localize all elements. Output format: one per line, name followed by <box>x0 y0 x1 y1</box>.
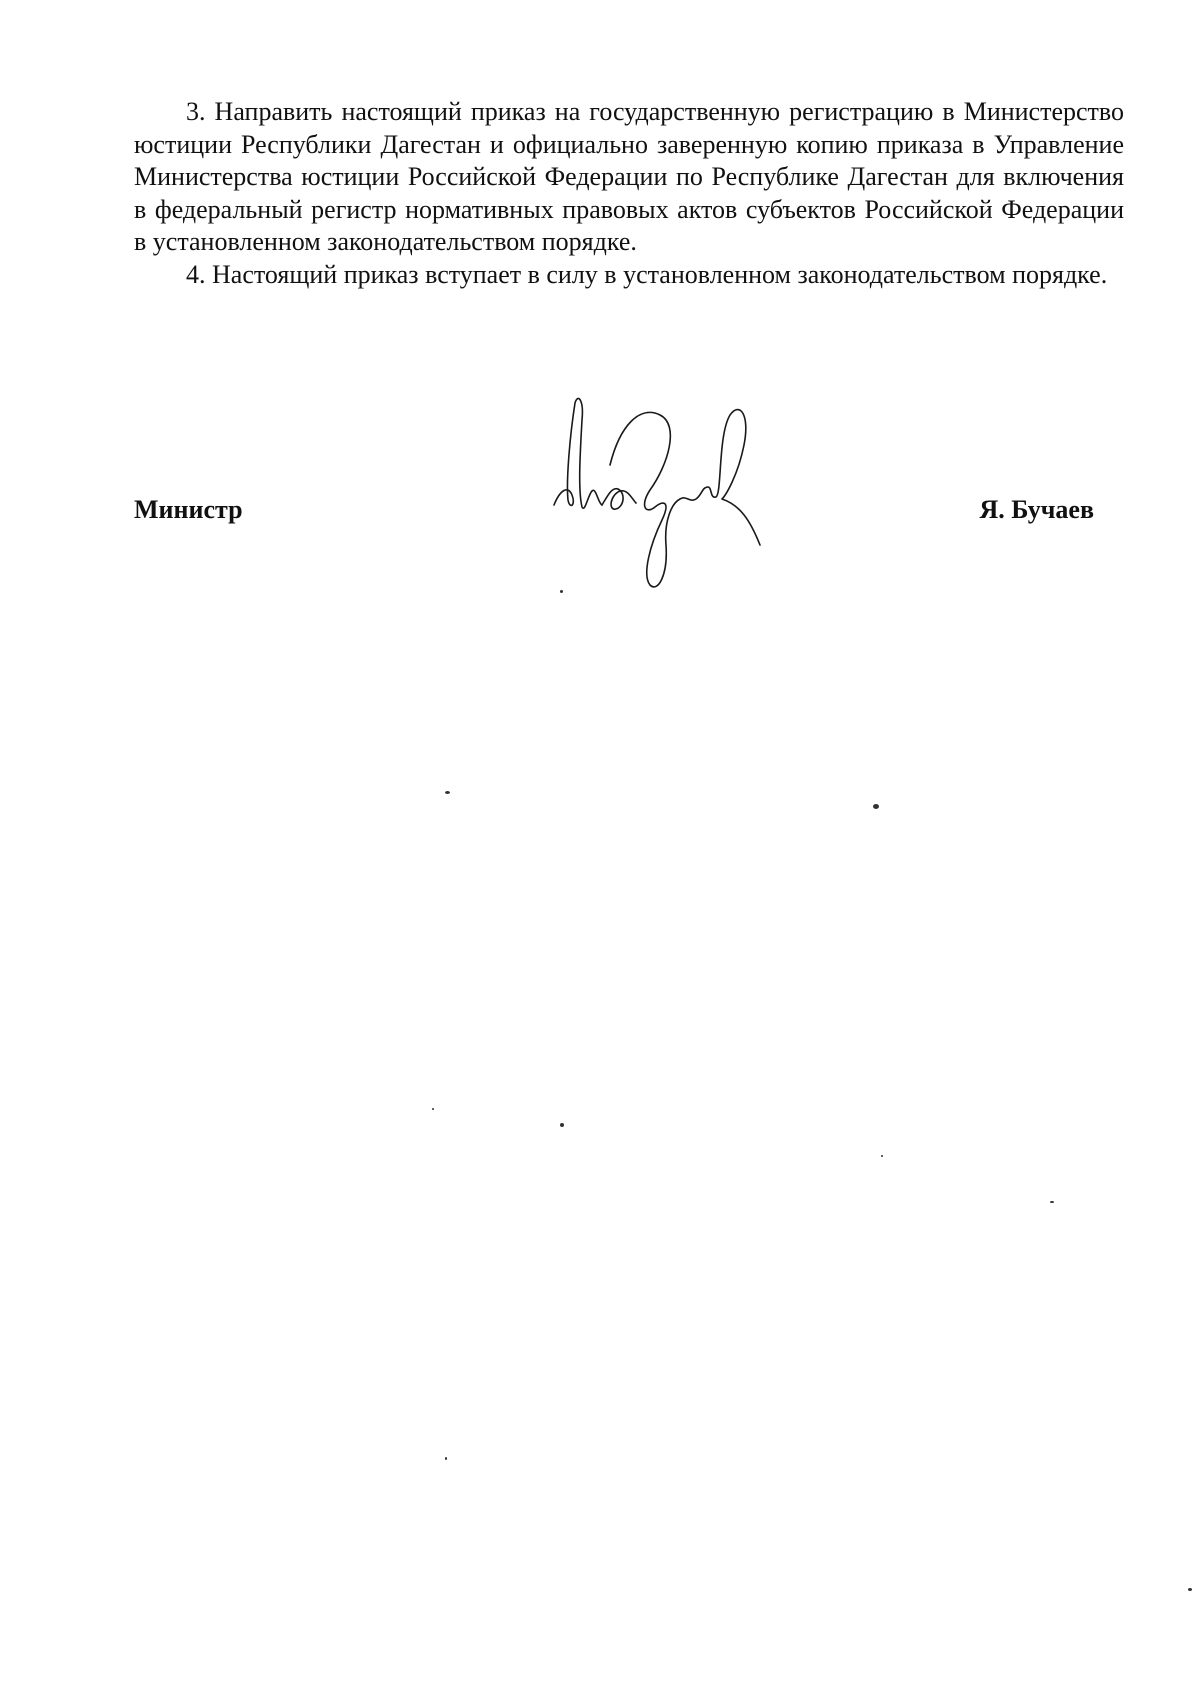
scan-speck <box>445 791 450 794</box>
signer-title: Министр <box>134 495 243 524</box>
scan-speck <box>881 1155 883 1157</box>
signature-icon <box>550 395 770 595</box>
scan-speck <box>1050 1201 1054 1203</box>
scan-speck <box>1188 1588 1192 1591</box>
paragraph-4: 4. Настоящий приказ вступает в силу в установленном законодательством порядке. <box>186 259 1108 289</box>
document-body <box>134 96 1124 291</box>
paragraph-3: 3. Направить настоящий приказ на государственную регистрацию в Министерство юстиции Республики Дагестан и официально заверенную копию приказа в Управление Министерства юстиции Российской Федерации по Республике Дагестан для включения в федеральный регистр нормативных правовых актов субъектов Российской Федерации в установленном законодательством порядке. <box>134 97 1124 256</box>
scan-speck <box>445 1457 447 1460</box>
scan-speck <box>873 804 879 809</box>
scan-speck <box>560 590 563 593</box>
signer-name: Я. Бучаев <box>979 495 1094 524</box>
scan-speck <box>560 1123 564 1127</box>
scan-speck <box>432 1108 434 1110</box>
